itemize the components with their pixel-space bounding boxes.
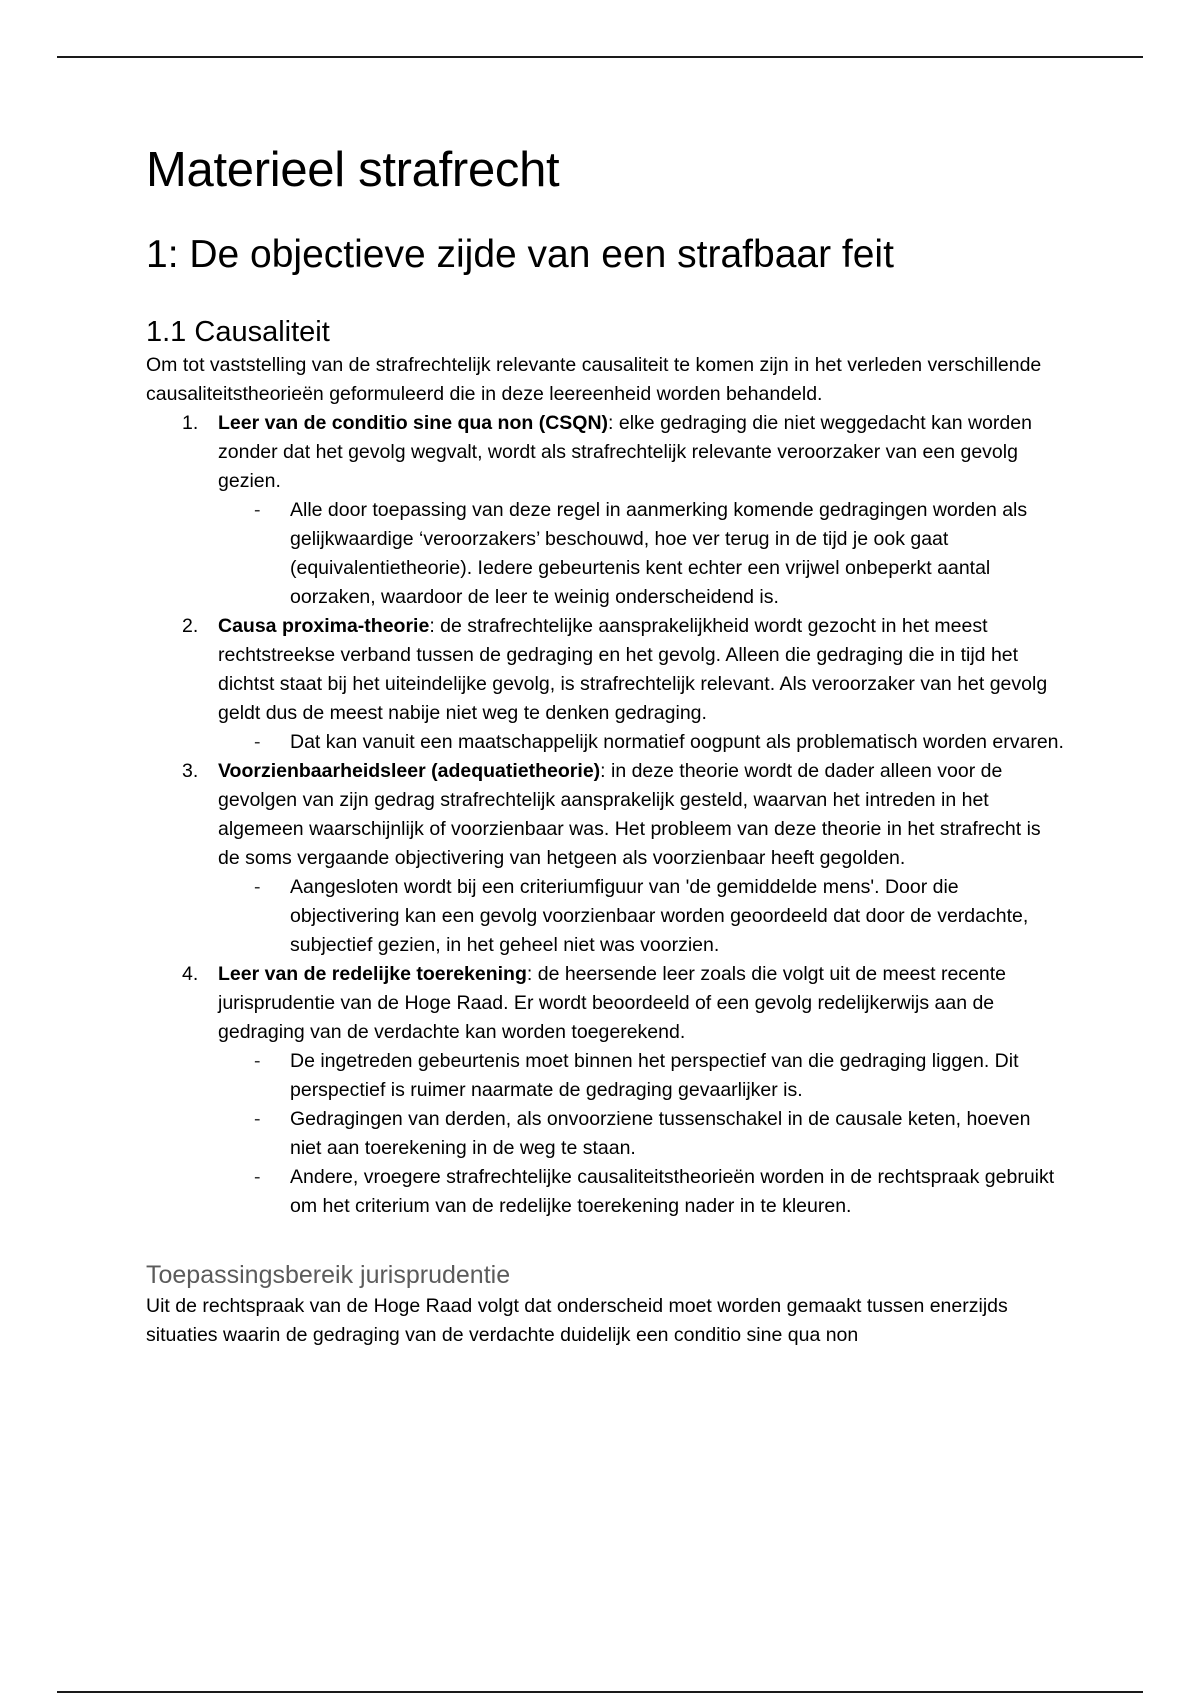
theory-text: : de heersende leer zoals die volgt uit de meest recente jurisprudentie van de Hoge Raad. Er wordt beoordeeld of een gevolg redelijkerwijs aan de gedraging van de verdachte kan worden toegerekend.	[218, 963, 1007, 1043]
theory-term: Causa proxima-theorie	[218, 615, 430, 637]
bullet-text: Aangesloten wordt bij een criteriumfiguur van 'de gemiddelde mens'. Door die objectivering kan een gevolg voorzienbaar worden geoordeeld dat door de verdachte, subjectief gezien, in het geheel niet was voorzien.	[290, 876, 1029, 956]
sub-list	[218, 873, 1066, 960]
bullet-text: Alle door toepassing van deze regel in aanmerking komende gedragingen worden als gelijkwaardige ‘veroorzakers’ beschouwd, hoe ver terug in de tijd je ook gaat (equivalentietheorie). Iedere gebeurtenis kent echter een vrijwel onbeperkt aantal oorzaken, waardoor de leer te weinig onderscheidend is.	[290, 499, 1028, 608]
bullet-text: Gedragingen van derden, als onvoorziene tussenschakel in de causale keten, hoeven niet aan toerekening in de weg te staan.	[290, 1108, 1031, 1159]
page-content	[146, 140, 1066, 1350]
list-item	[146, 757, 1066, 960]
list-item	[218, 1047, 1066, 1105]
theory-list	[146, 409, 1066, 1221]
list-item	[218, 728, 1066, 757]
dash-bullet: -	[254, 499, 261, 521]
bottom-divider	[57, 1691, 1143, 1693]
dash-bullet: -	[254, 876, 261, 898]
theory-text: : in deze theorie wordt de dader alleen voor de gevolgen van zijn gedrag strafrechtelijk aansprakelijk gesteld, waarvan het intreden in het algemeen waarschijnlijk of voorzienbaar was. Het probleem van deze theorie in het strafrecht is de soms vergaande objectivering van hetgeen als voorzienbaar heeft gegolden.	[218, 760, 1041, 869]
sub-list	[218, 728, 1066, 757]
subsection-heading: Toepassingsbereik jurisprudentie	[146, 1261, 511, 1289]
theory-term: Voorzienbaarheidsleer (adequatietheorie)	[218, 760, 601, 782]
list-item	[218, 496, 1066, 612]
item-number: 3.	[182, 760, 199, 782]
section-heading: 1.1 Causaliteit	[146, 316, 330, 348]
list-item	[218, 873, 1066, 960]
item-number: 1.	[182, 412, 199, 434]
top-divider	[57, 56, 1143, 58]
intro-paragraph: Om tot vaststelling van de strafrechtelijk relevante causaliteit te komen zijn in het verleden verschillende causaliteitstheorieën geformuleerd die in deze leereenheid worden behandeld.	[146, 354, 1042, 405]
bullet-text: Dat kan vanuit een maatschappelijk normatief oogpunt als problematisch worden ervaren.	[290, 731, 1064, 753]
theory-term: Leer van de redelijke toerekening	[218, 963, 527, 985]
list-item	[146, 960, 1066, 1221]
bullet-text: De ingetreden gebeurtenis moet binnen het perspectief van die gedraging liggen. Dit perspectief is ruimer naarmate de gedraging gevaarlijker is.	[290, 1050, 1019, 1101]
closing-paragraph: Uit de rechtspraak van de Hoge Raad volgt dat onderscheid moet worden gemaakt tussen enerzijds situaties waarin de gedraging van de verdachte duidelijk een conditio sine qua non	[146, 1295, 1008, 1346]
dash-bullet: -	[254, 1050, 261, 1072]
theory-term: Leer van de conditio sine qua non (CSQN)	[218, 412, 609, 434]
document-title: Materieel strafrecht	[146, 143, 560, 197]
sub-list	[218, 496, 1066, 612]
bullet-text: Andere, vroegere strafrechtelijke causaliteitstheorieën worden in de rechtspraak gebruikt om het criterium van de redelijke toerekening nader in te kleuren.	[290, 1166, 1055, 1217]
item-number: 2.	[182, 615, 199, 637]
dash-bullet: -	[254, 1108, 261, 1130]
list-item	[146, 409, 1066, 612]
list-item	[218, 1105, 1066, 1163]
list-item	[146, 612, 1066, 757]
dash-bullet: -	[254, 1166, 261, 1188]
item-number: 4.	[182, 963, 199, 985]
chapter-heading: 1: De objectieve zijde van een strafbaar feit	[146, 233, 894, 276]
dash-bullet: -	[254, 731, 261, 753]
list-item	[218, 1163, 1066, 1221]
theory-text: : de strafrechtelijke aansprakelijkheid wordt gezocht in het meest rechtstreekse verband tussen de gedraging en het gevolg. Alleen die gedraging die in tijd het dichtst staat bij het uiteindelijke gevolg, is strafrechtelijk relevant. Als veroorzaker van het gevolg geldt dus de meest nabije niet weg te denken gedraging.	[218, 615, 1048, 724]
theory-text: : elke gedraging die niet weggedacht kan worden zonder dat het gevolg wegvalt, wordt als strafrechtelijk relevante veroorzaker van een gevolg gezien.	[218, 412, 1032, 492]
sub-list	[218, 1047, 1066, 1221]
